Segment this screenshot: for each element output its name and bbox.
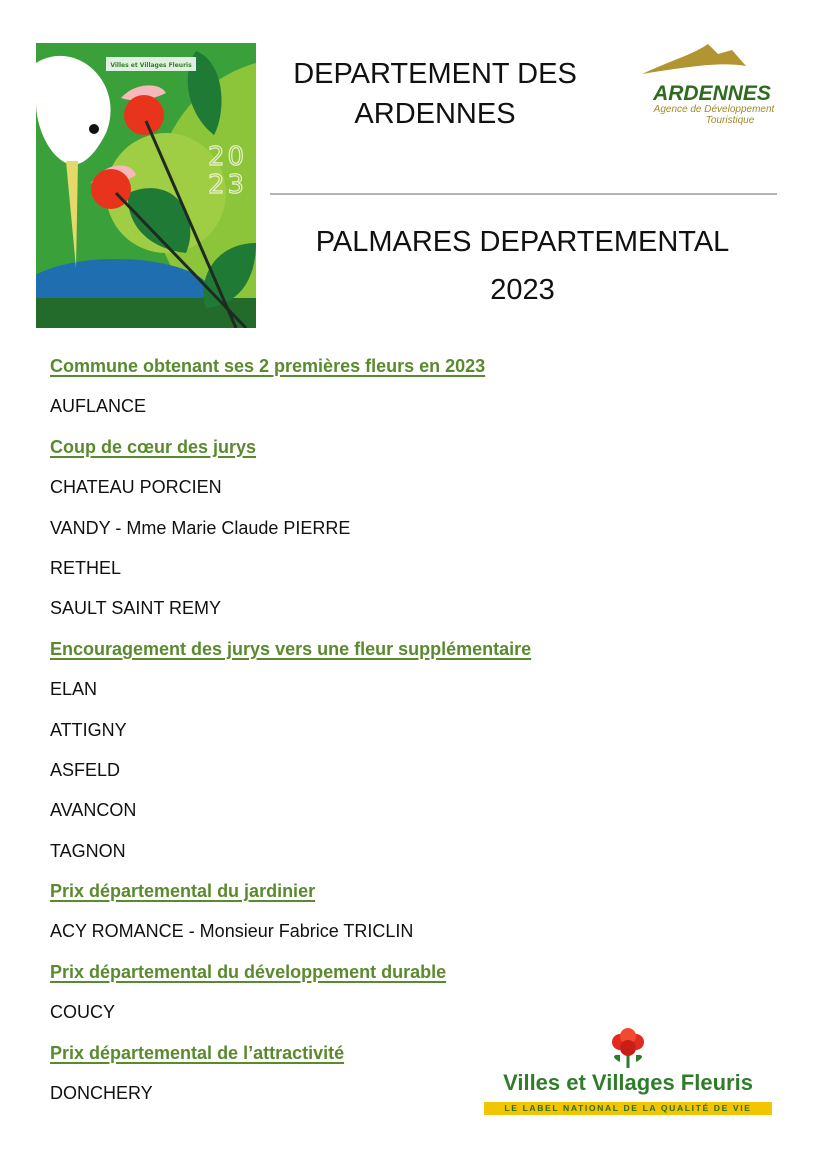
poster-art bbox=[36, 43, 256, 328]
awards-list bbox=[50, 346, 750, 1113]
palmares-title bbox=[290, 218, 755, 314]
award-entry: ELAN bbox=[50, 679, 98, 700]
award-entry: DONCHERY bbox=[50, 1083, 153, 1104]
department-title: DEPARTEMENT DES ARDENNES bbox=[293, 58, 577, 130]
section-heading: Prix départemental du jardinier bbox=[50, 881, 316, 902]
adt-tagline-1: Agence de Développement bbox=[653, 104, 775, 115]
poster-2023-illustration bbox=[36, 43, 256, 328]
award-entry: ATTIGNY bbox=[50, 719, 127, 740]
palmares-title-year: 2023 bbox=[490, 274, 555, 306]
award-entry: ASFELD bbox=[50, 759, 121, 780]
section-heading: Coup de cœur des jurys bbox=[50, 436, 257, 457]
palmares-title-line1: PALMARES DEPARTEMENTAL bbox=[315, 226, 730, 258]
vvf-name: Villes et Villages Fleuris bbox=[503, 1070, 753, 1095]
poster-year-bottom: 23 bbox=[208, 170, 248, 200]
award-entry: RETHEL bbox=[50, 557, 122, 578]
adt-tagline-2: Touristique bbox=[705, 115, 755, 126]
award-entry: ACY ROMANCE - Monsieur Fabrice TRICLIN bbox=[50, 921, 414, 942]
adt-brand-text: ARDENNES bbox=[653, 82, 771, 105]
header-divider bbox=[270, 193, 777, 195]
award-entry: CHATEAU PORCIEN bbox=[50, 477, 222, 498]
flower-icon bbox=[480, 1028, 776, 1070]
award-entry: AVANCON bbox=[50, 800, 137, 821]
section-heading: Prix départemental de l’attractivité bbox=[50, 1042, 345, 1063]
poster-year-top: 20 bbox=[208, 142, 248, 172]
award-entry: SAULT SAINT REMY bbox=[50, 598, 222, 619]
section-heading: Prix départemental du développement durable bbox=[50, 961, 447, 982]
mountain-mark-icon bbox=[642, 44, 746, 74]
villes-villages-fleuris-logo bbox=[480, 1028, 776, 1118]
vvf-tagline: LE LABEL NATIONAL DE LA QUALITÉ DE VIE bbox=[484, 1102, 772, 1115]
award-entry: TAGNON bbox=[50, 840, 126, 861]
section-heading: Commune obtenant ses 2 premières fleurs en 2023 bbox=[50, 356, 486, 376]
award-entry: COUCY bbox=[50, 1002, 116, 1023]
section-heading: Encouragement des jurys vers une fleur supplémentaire bbox=[50, 638, 532, 659]
ardennes-adt-logo bbox=[622, 40, 782, 130]
award-entry: AUFLANCE bbox=[50, 396, 147, 417]
poster-org-label: Villes et Villages Fleuris bbox=[110, 62, 192, 69]
award-entry: VANDY - Mme Marie Claude PIERRE bbox=[50, 517, 351, 538]
